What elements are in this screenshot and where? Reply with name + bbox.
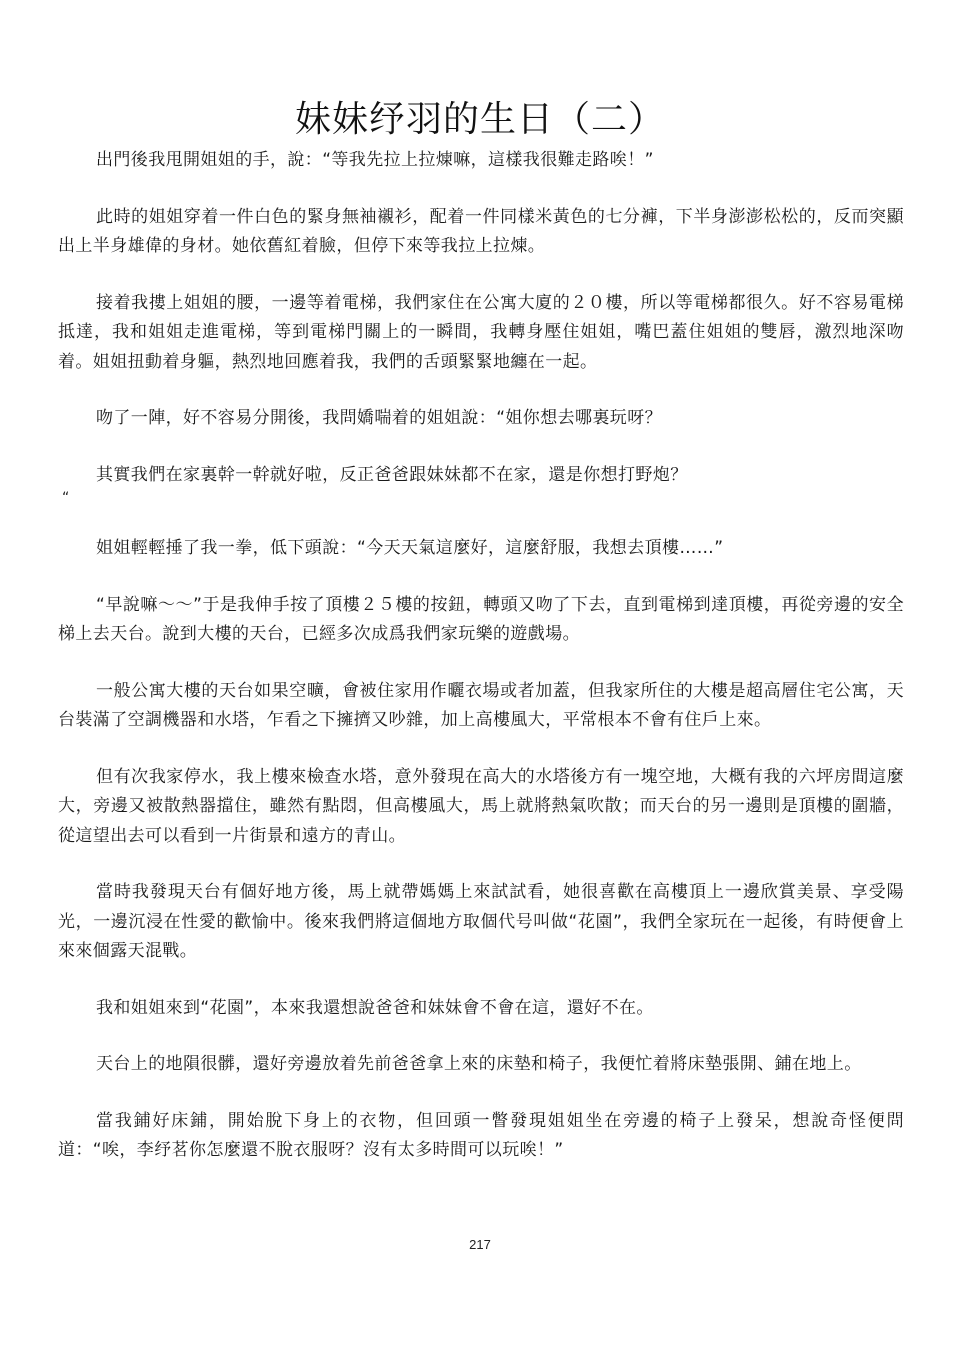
paragraph: 接着我摟上姐姐的腰，一邊等着電梯，我們家住在公寓大廈的２０樓，所以等電梯都很久。好不容易電梯抵達，我和姐姐走進電梯，等到電梯門關上的一瞬間，我轉身壓住姐姐，嘴巴蓋住姐姐的雙唇，激烈地深吻着。姐姐扭動着身軀，熱烈地回應着我，我們的舌頭緊緊地纏在一起。 — [58, 292, 904, 372]
paragraph: 我和姐姐來到“花園”，本來我還想說爸爸和妹妹會不會在這，還好不在。 — [96, 997, 654, 1018]
paragraph: 當我鋪好床鋪，開始脫下身上的衣物，但回頭一瞥發現姐姐坐在旁邊的椅子上發呆，想說奇怪便問道：“唉，李纾茗你怎麼還不脫衣服呀？沒有太多時間可以玩唉！” — [58, 1110, 904, 1160]
paragraph: “早說嘛～～”于是我伸手按了頂樓２５樓的按鈕，轉頭又吻了下去，直到電梯到達頂樓，再從旁邊的安全梯上去天台。說到大樓的天台，已經多次成爲我們家玩樂的遊戲場。 — [58, 594, 904, 644]
paragraph: 其實我們在家裏幹一幹就好啦，反正爸爸跟妹妹都不在家，還是你想打野炮？ — [96, 464, 688, 485]
paragraph: 姐姐輕輕捶了我一拳，低下頭說：“今天天氣這麼好，這麼舒服，我想去頂樓……” — [96, 538, 724, 558]
paragraph: 吻了一陣，好不容易分開後，我問嬌喘着的姐姐說：“姐你想去哪裏玩呀？ — [96, 408, 663, 428]
paragraph: 天台上的地隕很髒，還好旁邊放着先前爸爸拿上來的床墊和椅子，我便忙着將床墊張開、鋪在地上。 — [96, 1054, 862, 1074]
paragraph: 此時的姐姐穿着一件白色的緊身無袖襯衫，配着一件同樣米黃色的七分褲，下半身澎澎松松的，反而突顯出上半身雄偉的身材。她依舊紅着臉，但停下來等我拉上拉煉。 — [58, 206, 904, 256]
paragraph: 但有次我家停水，我上樓來檢查水塔，意外發現在高大的水塔後方有一塊空地，大概有我的六坪房間這麼大，旁邊又被散熱器擋住，雖然有點悶，但高樓風大，馬上就將熱氣吹散；而天台的另一邊則是頂樓的圍牆，從這望出去可以看到一片街景和遠方的青山。 — [58, 766, 904, 846]
document-body — [58, 146, 904, 1193]
stray-quote-mark: “ — [62, 490, 70, 506]
paragraph: 一般公寓大樓的天台如果空曠，會被住家用作曬衣場或者加蓋，但我家所住的大樓是超高層住宅公寓，天台裝滿了空調機器和水塔，乍看之下擁擠又吵雜，加上高樓風大，平常根本不會有住戶上來。 — [58, 680, 904, 730]
paragraph: 當時我發現天台有個好地方後，馬上就帶媽媽上來試試看，她很喜歡在高樓頂上一邊欣賞美景、享受陽光，一邊沉浸在性愛的歡愉中。後來我們將這個地方取個代号叫做“花園”，我們全家玩在一起後，有時便會上來來個露天混戰。 — [58, 882, 904, 961]
page-title: 妹妹纾羽的生日（二） — [294, 99, 665, 141]
page-number: 217 — [469, 1237, 491, 1252]
paragraph: 出門後我甩開姐姐的手，說：“等我先拉上拉煉嘛，這樣我很難走路唉！” — [96, 150, 654, 170]
